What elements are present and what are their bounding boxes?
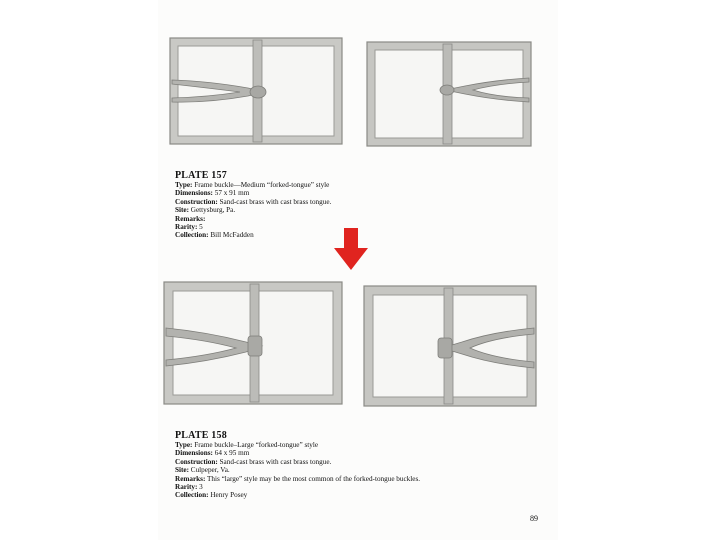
site-row: Site: Culpeper, Va. <box>175 466 230 475</box>
collection-row: Collection: Henry Posey <box>175 491 248 500</box>
rarity-row: Rarity: 3 <box>175 483 203 492</box>
remarks-row: Remarks: <box>175 214 206 223</box>
construction-row: Construction: Sand-cast brass with cast brass tongue. <box>175 197 332 206</box>
caption-plate-157 <box>175 170 331 240</box>
site-row: Site: Gettysburg, Pa. <box>175 206 236 215</box>
arrow-down-icon <box>333 228 369 270</box>
type-row: Type: Frame buckle—Medium “forked-tongue” style <box>175 181 330 189</box>
plate-title: PLATE 157 <box>175 170 227 181</box>
remarks-row: Remarks: This “large” style may be the most common of the forked-tongue buckles. <box>175 474 421 483</box>
plate-title: PLATE 158 <box>175 430 227 441</box>
buckle-photo-157-front <box>168 36 344 146</box>
buckle-photo-158-back <box>362 284 538 408</box>
type-row: Type: Frame buckle–Large “forked-tongue” style <box>175 441 319 449</box>
construction-row: Construction: Sand-cast brass with cast brass tongue. <box>175 457 332 466</box>
buckle-photo-157-back <box>365 40 533 148</box>
page-number: 89 <box>530 514 538 523</box>
rarity-row: Rarity: 5 <box>175 223 203 232</box>
buckle-photo-158-front <box>162 280 344 406</box>
collection-row: Collection: Bill McFadden <box>175 231 254 240</box>
dimensions-row: Dimensions: 64 x 95 mm <box>175 449 250 458</box>
caption-plate-158 <box>175 430 420 500</box>
dimensions-row: Dimensions: 57 x 91 mm <box>175 189 250 198</box>
